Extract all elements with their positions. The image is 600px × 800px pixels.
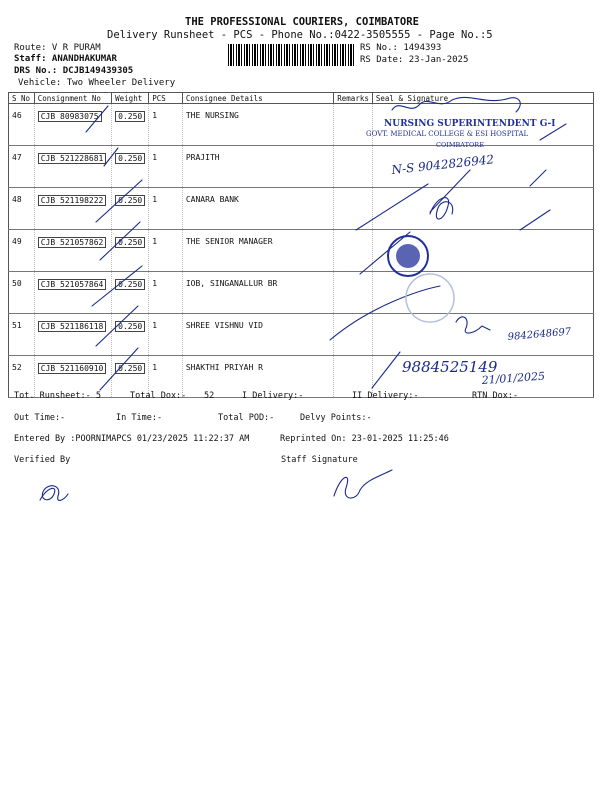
row-consignee: SHAKTHI PRIYAH R [182, 356, 333, 398]
row-pcs: 1 [149, 314, 183, 356]
stamp-line2: GOVT. MEDICAL COLLEGE & ESI HOSPITAL [366, 130, 529, 138]
tick-mark [520, 210, 550, 230]
row-weight: 0.250 [115, 153, 145, 164]
row-consignee: THE NURSING [182, 104, 333, 146]
tick-mark [96, 306, 138, 346]
row-consignment: CJB 521198222 [38, 195, 107, 206]
verified-by: Verified By [14, 455, 71, 465]
handwritten-phone: N-S 9042826942 [390, 152, 495, 177]
staff-signature: Staff Signature [281, 455, 358, 465]
row-pcs: 1 [149, 146, 183, 188]
col-consignment: Consignment No [34, 93, 111, 104]
row-weight: 0.250 [115, 321, 145, 332]
row-sno: 49 [9, 230, 35, 272]
row-consignee: PRAJITH [182, 146, 333, 188]
tick-mark [100, 222, 140, 260]
row-consignment: CJB 521057864 [38, 279, 107, 290]
stamp-line1: NURSING SUPERINTENDENT G-I [384, 119, 556, 129]
tick-mark [430, 170, 470, 212]
signature-scribble [456, 317, 490, 333]
vehicle: Vehicle: Two Wheeler Delivery [18, 78, 176, 88]
total-dox-value: 52 [204, 391, 215, 401]
tick-mark [530, 170, 546, 186]
tick-mark [86, 106, 108, 132]
col-sno: S No [9, 93, 35, 104]
verified-signature [40, 486, 68, 501]
signature-scribble [392, 97, 520, 112]
i-delivery: I Delivery:- [242, 391, 304, 401]
row-sno: 47 [9, 146, 35, 188]
in-time: In Time:- [116, 413, 163, 423]
staff-name: Staff: ANANDHAKUMAR [14, 54, 117, 64]
runsheet-subtitle: Delivery Runsheet - PCS - Phone No.:0422-3505555 - Page No.:5 [107, 29, 493, 41]
total-dox-label: Total Dox:- [130, 391, 187, 401]
row-consignment: CJB 80983075 [38, 111, 102, 122]
row-consignment: CJB 521186118 [38, 321, 107, 332]
rtn-dox: RTN Dox:- [472, 391, 519, 401]
row-weight: 0.250 [115, 363, 145, 374]
tick-mark [356, 184, 428, 230]
row-sno: 51 [9, 314, 35, 356]
row-weight: 0.250 [115, 111, 145, 122]
row-sno: 52 [9, 356, 35, 398]
row-consignment: CJB 521057862 [38, 237, 107, 248]
row-weight: 0.250 [115, 195, 145, 206]
tick-mark [372, 352, 400, 388]
col-weight: Weight [112, 93, 149, 104]
handwritten-phone: 9842648697 [507, 326, 572, 343]
faded-seal [406, 274, 454, 322]
company-title: THE PROFESSIONAL COURIERS, COIMBATORE [185, 16, 419, 28]
route: Route: V R PURAM [14, 43, 101, 53]
row-pcs: 1 [149, 188, 183, 230]
row-consignee: THE SENIOR MANAGER [182, 230, 333, 272]
tick-mark [92, 266, 142, 306]
row-consignee: SHREE VISHNU VID [182, 314, 333, 356]
reprinted-on: Reprinted On: 23-01-2025 11:25:46 [280, 434, 449, 444]
handwritten-date: 21/01/2025 [481, 369, 546, 387]
handwritten-phone: 9884525149 [402, 358, 498, 376]
row-sno: 46 [9, 104, 35, 146]
ii-delivery: II Delivery:- [352, 391, 419, 401]
delvy-points: Delvy Points:- [300, 413, 372, 423]
row-weight: 0.250 [115, 237, 145, 248]
row-sno: 50 [9, 272, 35, 314]
tick-mark [104, 148, 118, 166]
row-pcs: 1 [149, 272, 183, 314]
total-pod: Total POD:- [218, 413, 275, 423]
tick-mark [100, 348, 138, 390]
row-consignment: CJB 521228681 [38, 153, 107, 164]
staff-signature-mark [334, 470, 392, 498]
row-consignee: CANARA BANK [182, 188, 333, 230]
tick-mark [330, 286, 440, 340]
col-pcs: PCS [149, 93, 183, 104]
row-consignee: IOB, SINGANALLUR BR [182, 272, 333, 314]
tot-runsheet: Tot. Runsheet:- 5 [14, 391, 101, 401]
rs-number: RS No.: 1494393 [360, 43, 442, 53]
out-time: Out Time:- [14, 413, 66, 423]
row-consignment: CJB 521160910 [38, 363, 107, 374]
round-seal [388, 236, 428, 276]
tick-mark [96, 180, 142, 222]
row-weight: 0.250 [115, 279, 145, 290]
col-seal-signature: Seal & Signature [372, 93, 593, 104]
row-sno: 48 [9, 188, 35, 230]
row-pcs: 1 [149, 230, 183, 272]
entered-by: Entered By :POORNIMAPCS 01/23/2025 11:22:37 AM [14, 434, 250, 444]
stamp-line3: COIMBATORE [436, 141, 484, 149]
col-consignee: Consignee Details [182, 93, 333, 104]
col-remarks: Remarks [334, 93, 373, 104]
drs-number: DRS No.: DCJB149439305 [14, 66, 134, 76]
row-pcs: 1 [149, 356, 183, 398]
row-pcs: 1 [149, 104, 183, 146]
rs-date: RS Date: 23-Jan-2025 [360, 55, 469, 65]
